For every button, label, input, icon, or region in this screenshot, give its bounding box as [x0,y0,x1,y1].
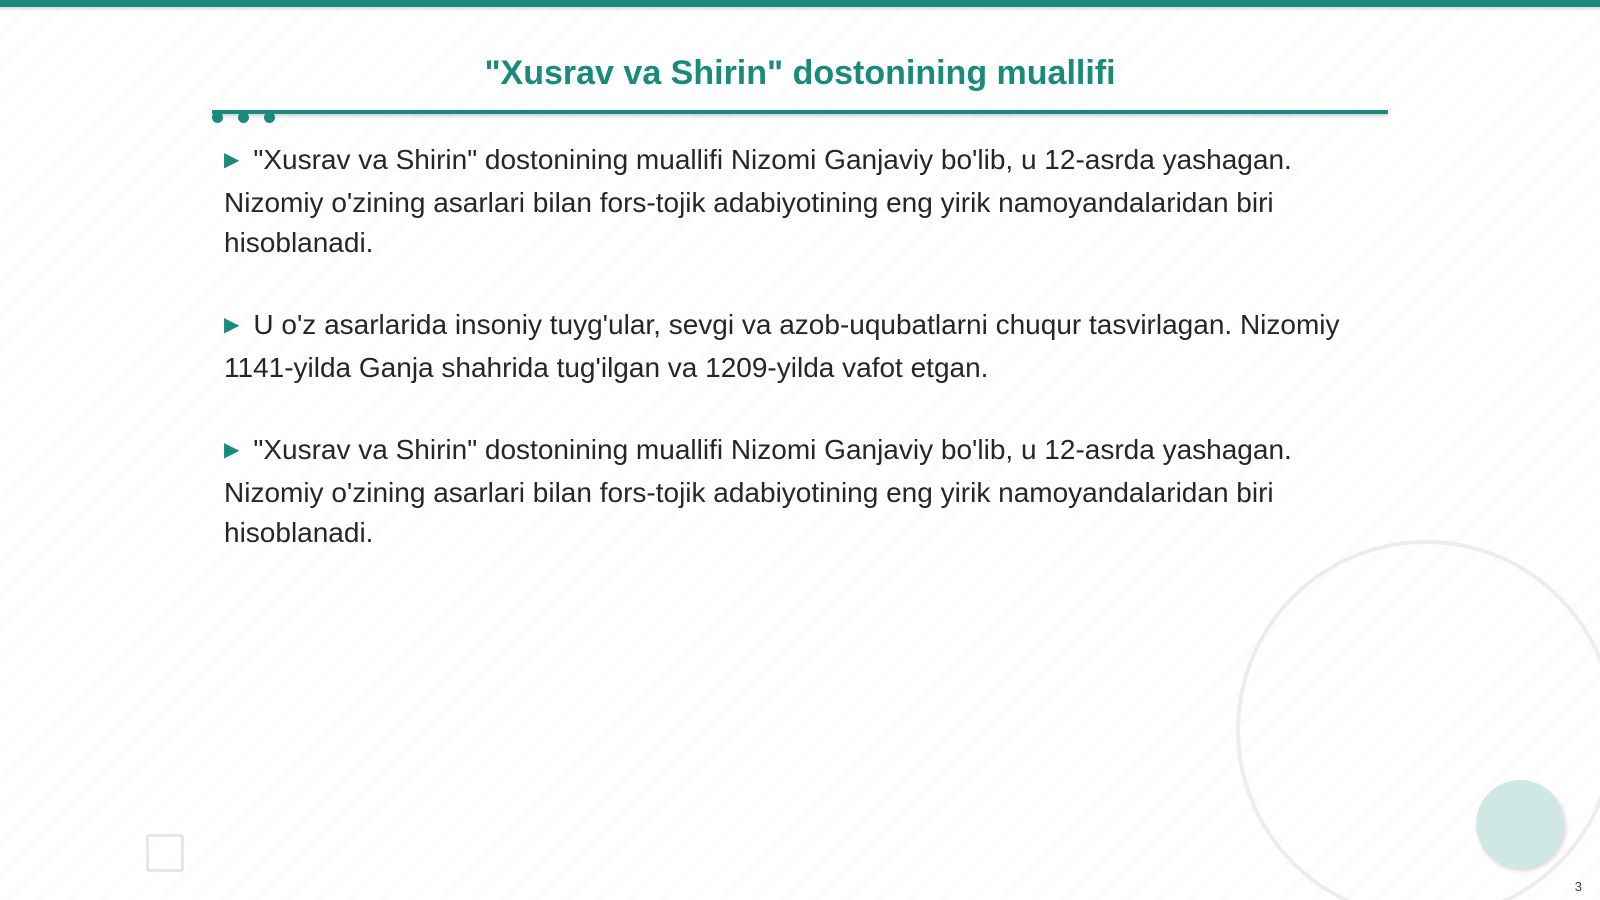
slide-title: "Xusrav va Shirin" dostonining muallifi [484,54,1116,92]
bullet-paragraph-3 [224,430,1344,553]
paragraph-text: "Xusrav va Shirin" dostonining muallifi Nizomi Ganjaviy bo'lib, u 12-asrda yashagan. Nizomiy o'zining asarlari bilan fors-tojik adabiyotining eng yirik namoyandalaridan biri hisoblanadi. [224,434,1292,548]
bullet-arrow-icon: ▶ [224,314,240,336]
decor-dot [238,112,249,123]
bullet-arrow-icon: ▶ [224,439,240,461]
bullet-paragraph-1 [224,140,1344,263]
top-accent-bar [0,0,1600,7]
decor-dot [212,112,223,123]
page-number: 3 [1574,879,1582,894]
bullet-list [224,140,1344,595]
decor-dot [264,112,275,123]
bullet-arrow-icon: ▶ [224,149,240,171]
decor-square [146,834,184,872]
decor-circle [1476,780,1564,868]
bullet-paragraph-2 [224,305,1344,388]
paragraph-text: U o'z asarlarida insoniy tuyg'ular, sevgi va azob-uqubatlarni chuqur tasvirlagan. Nizomiy 1141-yilda Ganja shahrida tug'ilgan va 1209-yilda vafot etgan. [224,309,1340,383]
paragraph-text: "Xusrav va Shirin" dostonining muallifi Nizomi Ganjaviy bo'lib, u 12-asrda yashagan. Nizomiy o'zining asarlari bilan fors-tojik adabiyotining eng yirik namoyandalaridan biri hisoblanadi. [224,144,1292,258]
title-underline [212,110,1388,114]
